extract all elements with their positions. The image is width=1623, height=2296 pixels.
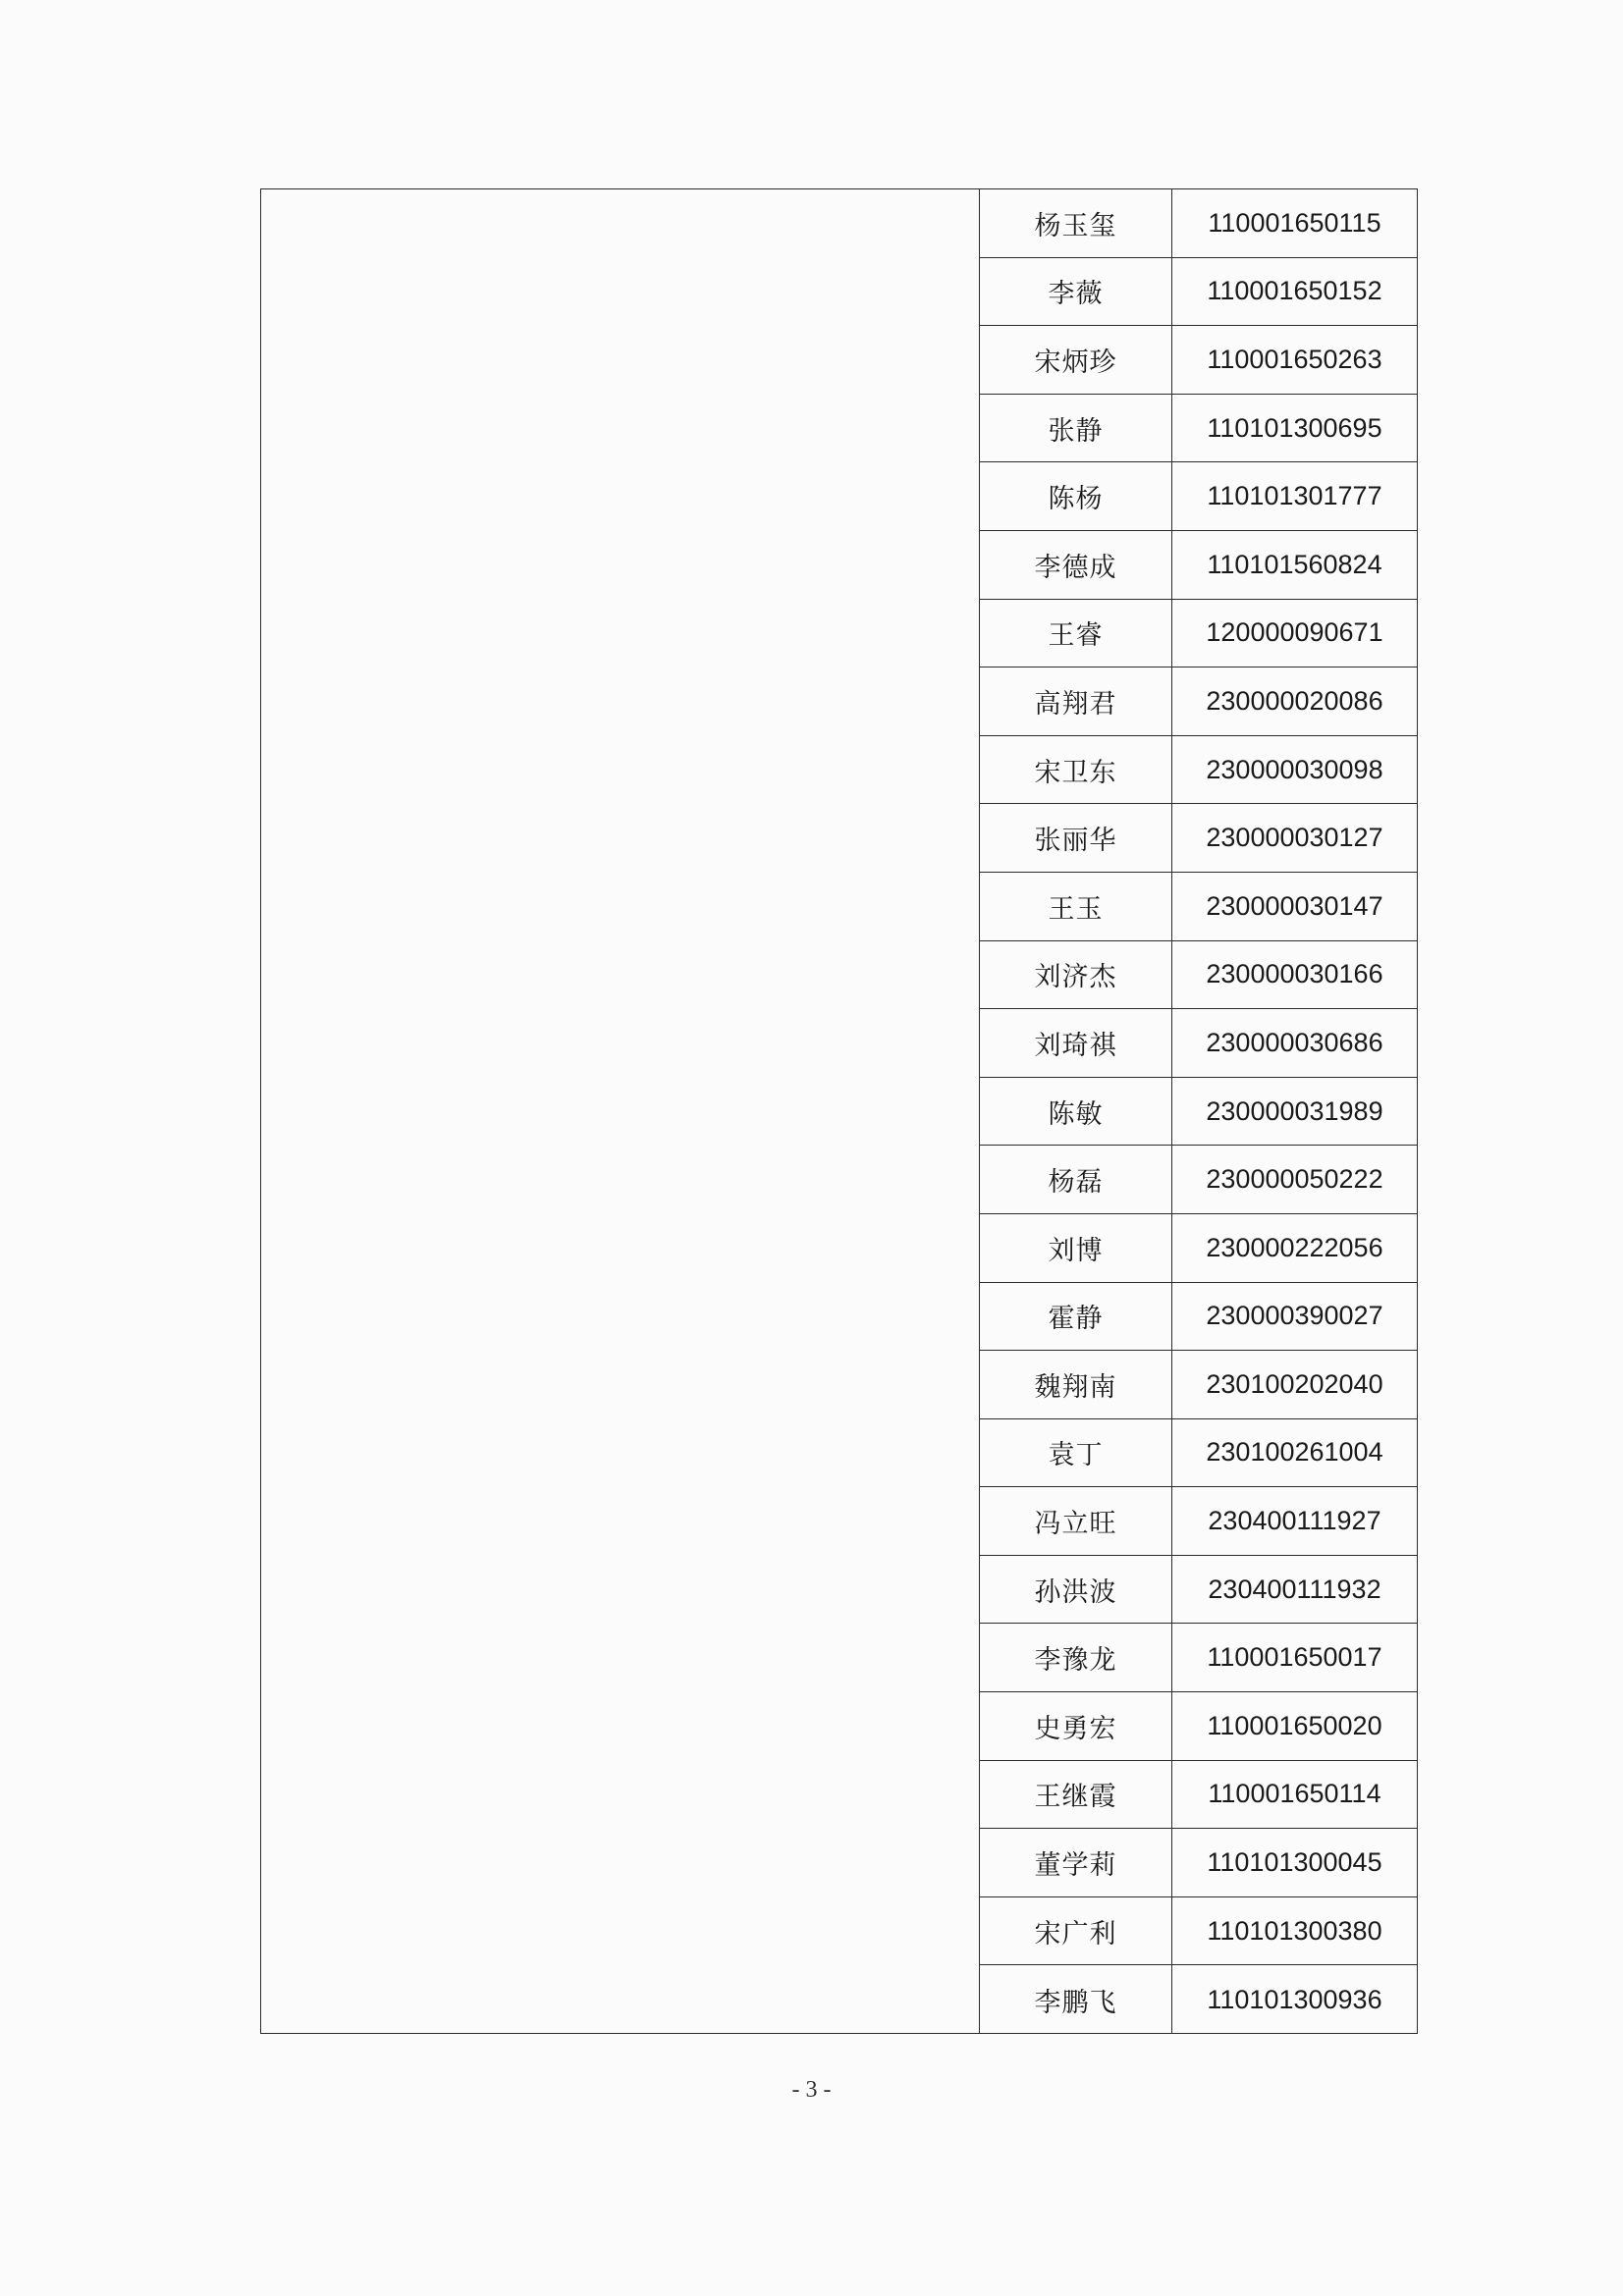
person-name-cell: 李薇 xyxy=(980,258,1172,326)
table-row xyxy=(980,736,1417,805)
table-row xyxy=(980,1214,1417,1283)
person-name-cell: 霍静 xyxy=(980,1283,1172,1351)
person-name-cell: 张静 xyxy=(980,395,1172,462)
table-row xyxy=(980,1419,1417,1488)
table-row xyxy=(980,1829,1417,1897)
table-row xyxy=(980,941,1417,1010)
table-row xyxy=(980,531,1417,600)
id-number-cell: 110001650263 xyxy=(1207,344,1382,374)
person-name-cell: 宋卫东 xyxy=(980,736,1172,804)
person-name-cell: 宋炳珍 xyxy=(980,326,1172,394)
person-name-cell: 刘济杰 xyxy=(980,941,1172,1009)
id-number-cell: 230000050222 xyxy=(1206,1164,1383,1195)
id-number-cell: 120000090671 xyxy=(1206,617,1383,648)
id-number-cell: 110001650020 xyxy=(1207,1710,1382,1740)
table-row xyxy=(980,1351,1417,1419)
id-number-cell: 110001650114 xyxy=(1208,1779,1381,1809)
person-name-cell: 董学莉 xyxy=(980,1829,1172,1896)
id-number-cell: 230000031989 xyxy=(1206,1095,1383,1126)
id-number-cell: 110001650115 xyxy=(1208,207,1381,238)
person-name-cell: 刘琦祺 xyxy=(980,1009,1172,1077)
id-number-cell: 110001650152 xyxy=(1207,276,1382,306)
table-row xyxy=(980,1965,1417,2034)
table-row xyxy=(980,1078,1417,1147)
person-name-cell: 李鹏飞 xyxy=(980,1965,1172,2034)
table-row xyxy=(980,1897,1417,1966)
person-name-cell: 杨磊 xyxy=(980,1146,1172,1213)
person-name-cell: 陈杨 xyxy=(980,462,1172,530)
id-number-cell: 230000030166 xyxy=(1206,959,1383,989)
table-row xyxy=(980,667,1417,736)
person-name-cell: 高翔君 xyxy=(980,667,1172,735)
id-number-cell: 110001650017 xyxy=(1207,1642,1382,1673)
table-row xyxy=(980,600,1417,668)
id-number-cell: 230000030098 xyxy=(1206,754,1383,784)
table-row xyxy=(980,189,1417,258)
id-number-cell: 230000020086 xyxy=(1206,685,1383,716)
table-row xyxy=(980,326,1417,395)
person-name-cell: 杨玉玺 xyxy=(980,189,1172,257)
person-name-cell: 李豫龙 xyxy=(980,1624,1172,1691)
id-number-cell: 230000222056 xyxy=(1206,1232,1383,1262)
person-name-cell: 魏翔南 xyxy=(980,1351,1172,1418)
id-number-cell: 230000030147 xyxy=(1206,890,1383,921)
id-number-cell: 230000390027 xyxy=(1206,1301,1383,1331)
person-name-cell: 王继霞 xyxy=(980,1761,1172,1829)
name-id-list xyxy=(980,189,1417,2033)
person-name-cell: 宋广利 xyxy=(980,1897,1172,1965)
id-number-cell: 230000030127 xyxy=(1206,823,1383,853)
table-row xyxy=(980,1487,1417,1556)
id-number-cell: 110101301777 xyxy=(1207,481,1382,511)
person-name-cell: 刘博 xyxy=(980,1214,1172,1282)
table-row xyxy=(980,1692,1417,1761)
person-name-cell: 王玉 xyxy=(980,873,1172,940)
person-name-cell: 张丽华 xyxy=(980,804,1172,872)
id-number-cell: 230100202040 xyxy=(1206,1368,1383,1399)
person-name-cell: 孙洪波 xyxy=(980,1556,1172,1624)
document-table xyxy=(260,188,1418,2034)
table-row xyxy=(980,462,1417,531)
table-row xyxy=(980,1009,1417,1078)
id-number-cell: 230400111932 xyxy=(1208,1574,1381,1604)
id-number-cell: 230400111927 xyxy=(1208,1506,1381,1536)
table-row xyxy=(980,804,1417,873)
person-name-cell: 袁丁 xyxy=(980,1419,1172,1487)
page-number: - 3 - xyxy=(791,2077,832,2103)
table-row xyxy=(980,1283,1417,1352)
person-name-cell: 王睿 xyxy=(980,600,1172,667)
id-number-cell: 110101300936 xyxy=(1207,1984,1382,2014)
id-number-cell: 110101560824 xyxy=(1207,549,1382,579)
person-name-cell: 史勇宏 xyxy=(980,1692,1172,1760)
table-row xyxy=(980,1761,1417,1830)
id-number-cell: 110101300695 xyxy=(1207,412,1382,443)
id-number-cell: 110101300045 xyxy=(1207,1847,1382,1878)
table-row xyxy=(980,395,1417,463)
table-row xyxy=(980,1556,1417,1625)
id-number-cell: 230000030686 xyxy=(1206,1027,1383,1057)
table-row xyxy=(980,258,1417,327)
person-name-cell: 冯立旺 xyxy=(980,1487,1172,1555)
id-number-cell: 110101300380 xyxy=(1207,1915,1382,1946)
person-name-cell: 陈敏 xyxy=(980,1078,1172,1146)
table-row xyxy=(980,1624,1417,1692)
table-row xyxy=(980,873,1417,941)
blank-left-cell xyxy=(261,189,980,2033)
table-row xyxy=(980,1146,1417,1214)
id-number-cell: 230100261004 xyxy=(1206,1437,1383,1468)
person-name-cell: 李德成 xyxy=(980,531,1172,599)
